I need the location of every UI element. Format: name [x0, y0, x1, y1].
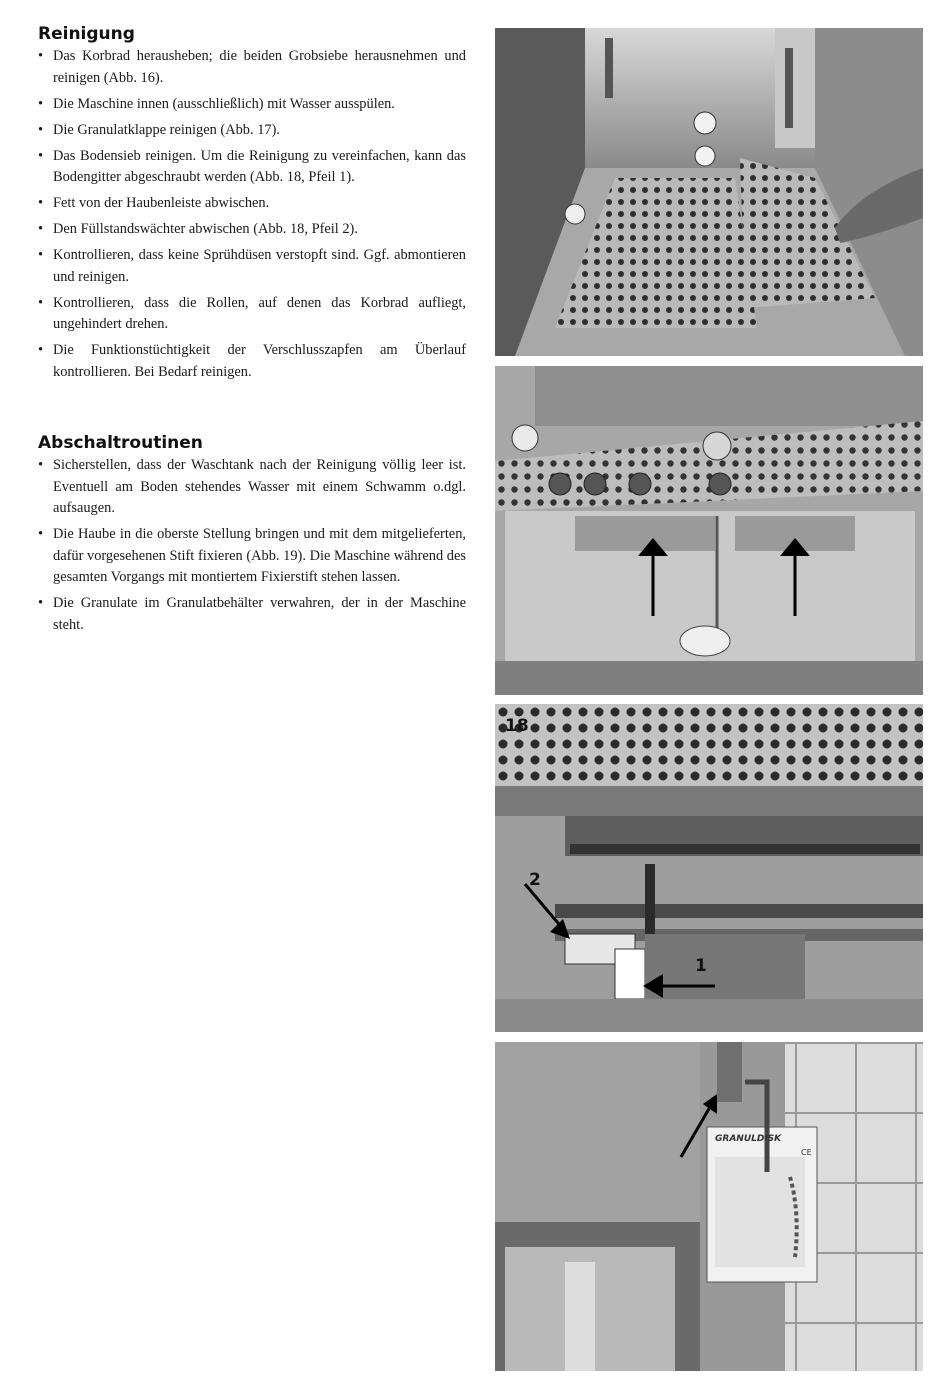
list-item: • Die Granulatklappe reinigen (Abb. 17).: [38, 120, 466, 142]
reinigung-list: [38, 46, 466, 383]
list-item: • Kontrollieren, dass keine Sprühdüsen verstopft sind. Ggf. abmontieren und reinigen.: [38, 245, 466, 288]
photo-granulate-flap: [495, 366, 923, 695]
list-item: • Die Maschine innen (ausschließlich) mit Wasser ausspülen.: [38, 94, 466, 116]
abschalt-list: [38, 455, 466, 636]
list-item: • Den Füllstandswächter abwischen (Abb. 18, Pfeil 2).: [38, 219, 466, 241]
list-item: • Die Granulate im Granulatbehälter verwahren, der in der Maschine steht.: [38, 593, 466, 636]
text-column: [38, 24, 466, 641]
section-heading-reinigung: Reinigung: [38, 24, 135, 44]
list-item: • Das Korbrad herausheben; die beiden Grobsiebe herausnehmen und reinigen (Abb. 16).: [38, 46, 466, 89]
list-item: • Das Bodensieb reinigen. Um die Reinigung zu vereinfachen, kann das Bodengitter abgeschraubt werden (Abb. 18, Pfeil 1).: [38, 146, 466, 189]
list-item: • Kontrollieren, dass die Rollen, auf denen das Korbrad aufliegt, ungehindert drehen.: [38, 293, 466, 336]
arrow-label-1: 1: [695, 956, 707, 976]
label-brand: GRANULDISK: [715, 1134, 782, 1144]
list-item: • Fett von der Haubenleiste abwischen.: [38, 193, 466, 215]
list-item: • Sicherstellen, dass der Waschtank nach der Reinigung völlig leer ist. Eventuell am Boden stehendes Wasser mit einem Schwamm o.dgl. aufsaugen.: [38, 455, 466, 520]
list-item: • Die Funktionstüchtigkeit der Verschlusszapfen am Überlauf kontrollieren. Bei Bedarf reinigen.: [38, 340, 466, 383]
photo-bottom-sieve: [495, 704, 923, 1032]
photo-machine-interior: [495, 28, 923, 356]
list-item: • Die Haube in die oberste Stellung bringen und mit dem mitgelieferten, dafür vorgesehenen Stift fixieren (Abb. 19). Die Maschine während des gesamten Vorgangs mit montiertem Fixierstift stehen lassen.: [38, 524, 466, 589]
label-ce-mark: CE: [801, 1148, 812, 1157]
section-heading-abschaltroutinen: Abschaltroutinen: [38, 433, 203, 453]
arrow-label-2: 2: [529, 870, 541, 890]
photo-fixing-pin: [495, 1042, 923, 1371]
figure-number: 18: [505, 716, 529, 736]
